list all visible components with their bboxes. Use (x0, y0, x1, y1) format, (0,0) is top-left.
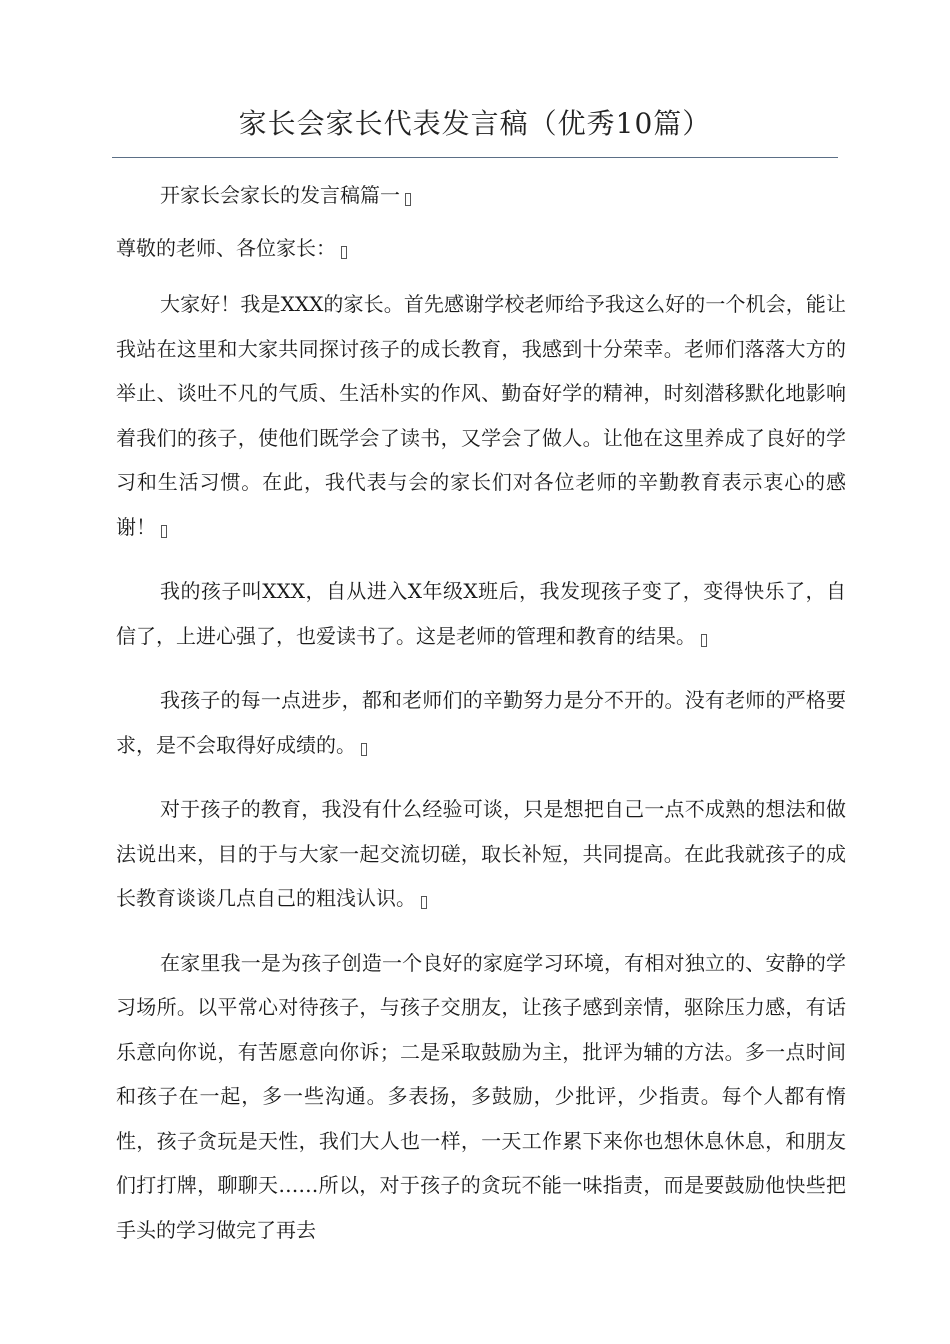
paragraph-1 (116, 282, 846, 549)
section-heading-text: 开家长会家长的发言稿篇一 (160, 183, 400, 207)
paragraph-mark-icon (405, 193, 411, 206)
paragraph-mark-icon (701, 634, 707, 647)
paragraph-text: 我的孩子叫XXX，自从进入X年级X班后，我发现孩子变了，变得快乐了，自信了，上进心强了，也爱读书了。这是老师的管理和教育的结果。 (116, 579, 846, 648)
paragraph-mark-icon (361, 743, 367, 756)
document-body (116, 173, 846, 1272)
paragraph-4 (116, 787, 846, 921)
section-heading (116, 173, 846, 218)
salutation (116, 226, 846, 271)
title-underline (112, 157, 838, 158)
paragraph-2 (116, 569, 846, 658)
document-title: 家长会家长代表发言稿（优秀10篇） (238, 107, 712, 140)
salutation-text: 尊敬的老师、各位家长： (116, 235, 336, 260)
paragraph-3 (116, 678, 846, 767)
paragraph-mark-icon (341, 246, 347, 259)
paragraph-5 (116, 941, 846, 1253)
paragraph-text: 大家好！我是XXX的家长。首先感谢学校老师给予我这么好的一个机会，能让我站在这里和大家共同探讨孩子的成长教育，我感到十分荣幸。老师们落落大方的举止、谈吐不凡的气质、生活朴实的作风、勤奋好学的精神，时刻潜移默化地影响着我们的孩子，使他们既学会了读书，又学会了做人。让他在这里养成了良好的学习和生活习惯。在此，我代表与会的家长们对各位老师的辛勤教育表示衷心的感谢！ (116, 292, 846, 539)
paragraph-text: 对于孩子的教育，我没有什么经验可谈，只是想把自己一点不成熟的想法和做法说出来，目的于与大家一起交流切磋，取长补短，共同提高。在此我就孩子的成长教育谈谈几点自己的粗浅认识。 (116, 797, 846, 910)
paragraph-text: 在家里我一是为孩子创造一个良好的家庭学习环境，有相对独立的、安静的学习场所。以平常心对待孩子，与孩子交朋友，让孩子感到亲情，驱除压力感，有话乐意向你说，有苦愿意向你诉；二是采取鼓励为主，批评为辅的方法。多一点时间和孩子在一起，多一些沟通。多表扬，多鼓励，少批评，少指责。每个人都有惰性，孩子贪玩是天性，我们大人也一样，一天工作累下来你也想休息休息，和朋友们打打牌，聊聊天……所以，对于孩子的贪玩不能一味指责，而是要鼓励他快些把手头的学习做完了再去 (116, 950, 846, 1242)
paragraph-mark-icon (161, 525, 167, 538)
paragraph-mark-icon (421, 896, 427, 909)
paragraph-text: 我孩子的每一点进步，都和老师们的辛勤努力是分不开的。没有老师的严格要求，是不会取得好成绩的。 (116, 688, 846, 757)
